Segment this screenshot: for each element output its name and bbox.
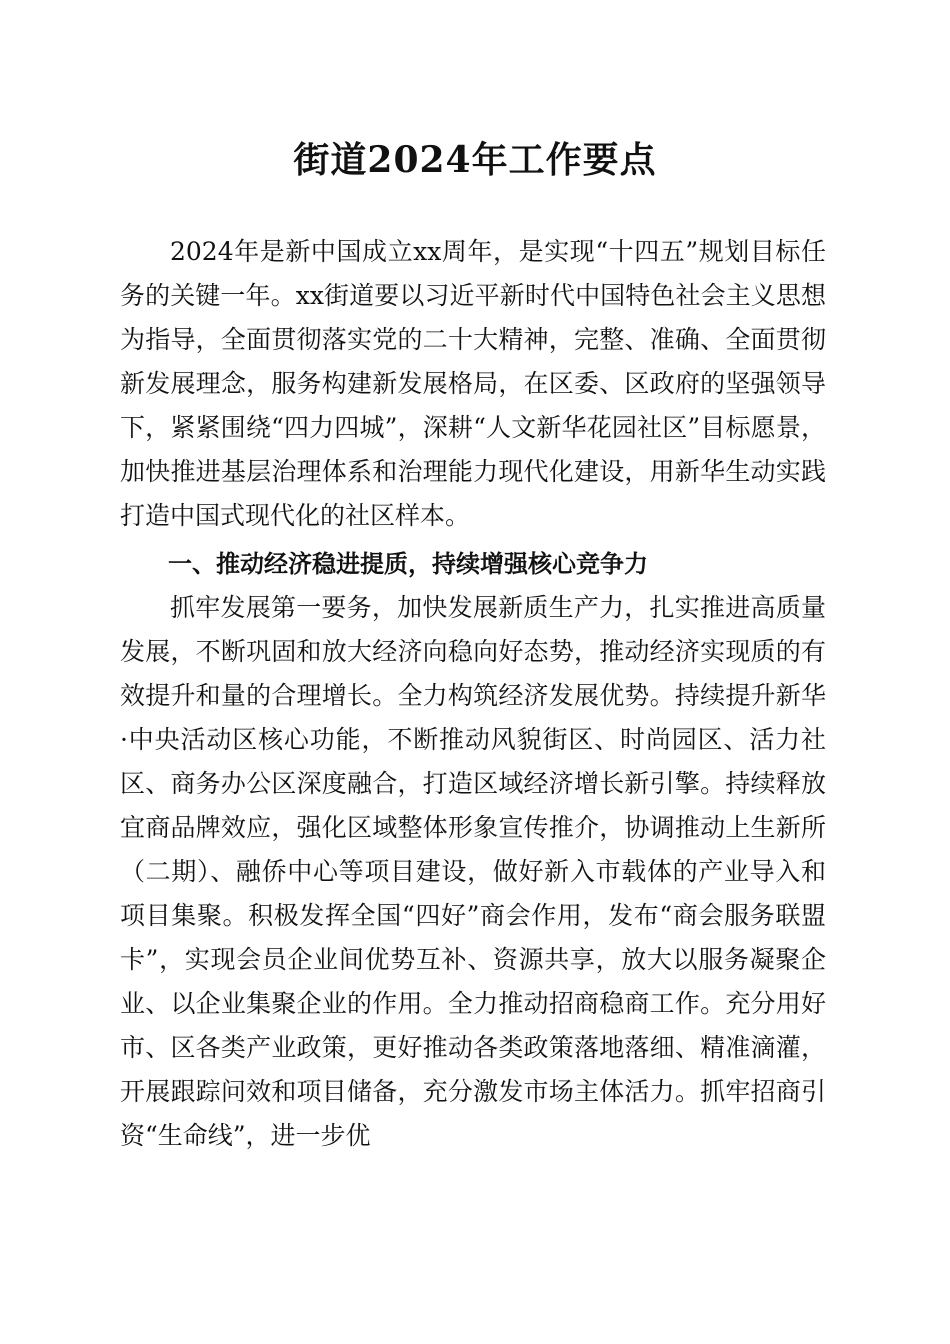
section-1-heading: 一、推动经济稳进提质，持续增强核心竞争力 xyxy=(168,550,648,578)
section-1-paragraph-block xyxy=(120,586,826,1158)
intro-paragraph: 2024年是新中国成立xx周年，是实现“十四五”规划目标任务的关键一年。xx街道要以习近平新时代中国特色社会主义思想为指导，全面贯彻落实党的二十大精神，完整、准确、全面贯彻新发展理念，服务构建新发展格局，在区委、区政府的坚强领导下，紧紧围绕“四力四城”，深耕“人文新华花园社区”目标愿景，加快推进基层治理体系和治理能力现代化建设，用新华生动实践打造中国式现代化的社区样本。 xyxy=(120,237,826,530)
section-1-paragraph: 抓牢发展第一要务，加快发展新质生产力，扎实推进高质量发展，不断巩固和放大经济向稳向好态势，推动经济实现质的有效提升和量的合理增长。全力构筑经济发展优势。持续提升新华·中央活动区核心功能，不断推动风貌街区、时尚园区、活力社区、商务办公区深度融合，打造区域经济增长新引擎。持续释放宜商品牌效应，强化区域整体形象宣传推介，协调推动上生新所（二期）、融侨中心等项目建设，做好新入市载体的产业导入和项目集聚。积极发挥全国“四好”商会作用，发布“商会服务联盟卡”，实现会员企业间优势互补、资源共享，放大以服务凝聚企业、以企业集聚企业的作用。全力推动招商稳商工作。充分用好市、区各类产业政策，更好推动各类政策落地落细、精准滴灌，开展跟踪问效和项目储备，充分激发市场主体活力。抓牢招商引资“生命线”，进一步优 xyxy=(120,593,826,1150)
intro-paragraph-block xyxy=(120,230,826,538)
document-title: 街道2024年工作要点 xyxy=(293,139,657,181)
